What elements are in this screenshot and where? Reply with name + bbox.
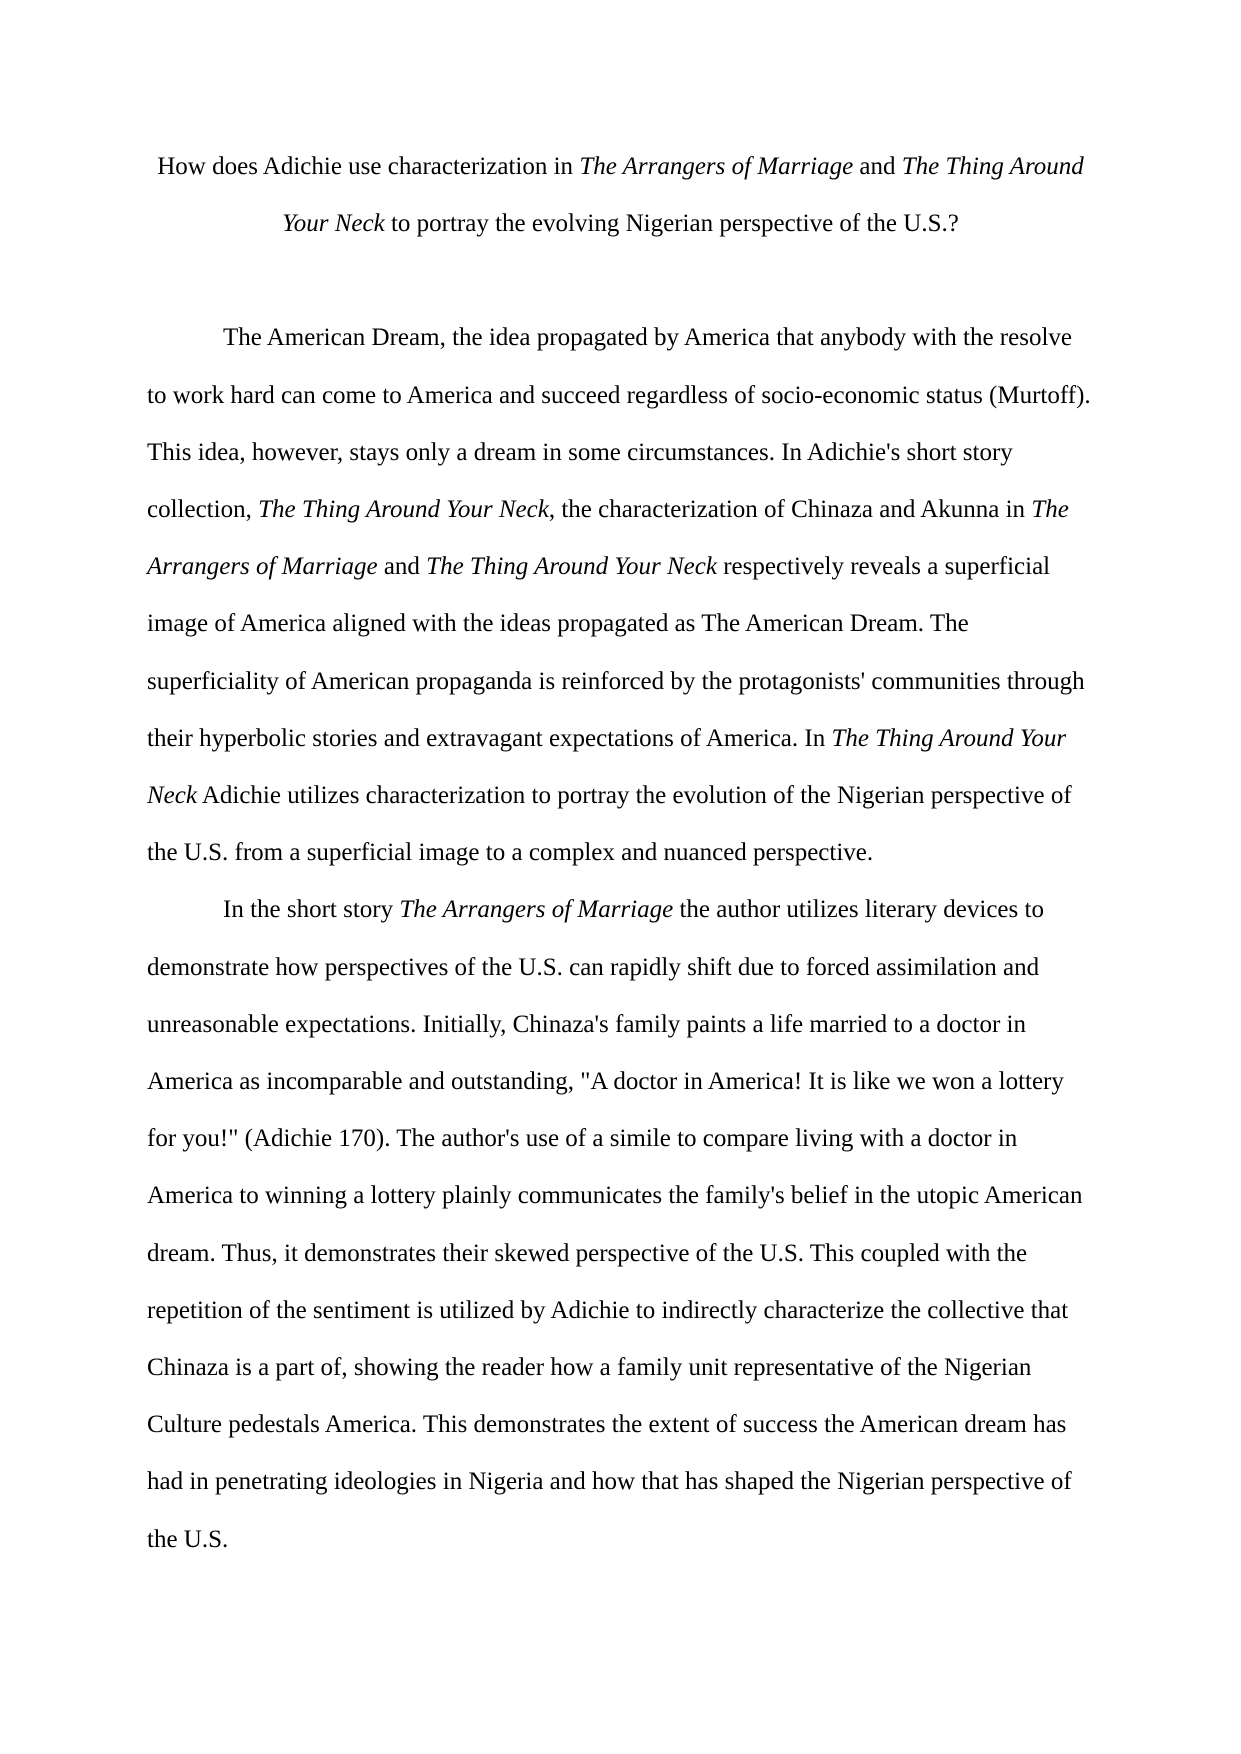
italic-text-run: The Arrangers of Marriage [579, 153, 854, 180]
italic-text-run: The Thing Around Your Neck [147, 724, 1067, 810]
text-run: In the short story [223, 896, 400, 924]
italic-text-run: The Arrangers of Marriage [399, 896, 674, 924]
italic-text-run: The Thing Around Your Neck [258, 496, 549, 524]
italic-text-run: The Thing Around [901, 153, 1084, 180]
text-run: The American Dream, the idea propagated by America that anybody with the resolve to work hard can come to America and succeed regardless of socio-economic status (Murtoff). This idea, however, stays only a dream in some circumstances. In Adichie's short story collection, [147, 324, 1091, 524]
text-run: to portray the evolving Nigerian perspective of the U.S.? [384, 210, 959, 238]
text-run: , the characterization of Chinaza and Akunna in [548, 496, 1032, 524]
italic-text-run: Your Neck [282, 210, 385, 238]
text-run: How does Adichie use characterization in [157, 153, 580, 180]
text-run: Adichie utilizes characterization to portray the evolution of the Nigerian perspective of the U.S. from a superficial image to a complex and nuanced perspective. [147, 782, 1072, 867]
italic-text-run: The Arrangers of Marriage [147, 496, 1069, 581]
text-run: respectively reveals a superficial image of America aligned with the ideas propagated as The American Dream. The superficiality of American propaganda is reinforced by the protagonists' communities through their hyperbolic stories and extravagant expectations of America. In [147, 553, 1085, 752]
italic-text-run: The Thing Around Your Neck [426, 553, 717, 581]
text-run: the author utilizes literary devices to demonstrate how perspectives of the U.S. can rapidly shift due to forced assimilation and unreasonable expectations. Initially, Chinaza's family paints a life married to a doctor in America as incomparable and outstanding, "A doctor in America! It is like we won a lottery for you!" (Adichie 170). The author's use of a simile to compare living with a doctor in America to winning a lottery plainly communicates the family's belief in the utopic American dream. Thus, it demonstrates their skewed perspective of the U.S. This coupled with the repetition of the sentiment is utilized by Adichie to indirectly characterize the collective that Chinaza is a part of, showing the reader how a family unit representative of the Nigerian Culture pedestals America. This demonstrates the extent of success the American dream has had in penetrating ideologies in Nigeria and how that has shaped the Nigerian perspective of the U.S. [147, 896, 1083, 1553]
text-run: and [377, 553, 427, 581]
essay-title [147, 138, 1094, 252]
paragraph-2 [147, 881, 1094, 1567]
paragraph-1 [147, 309, 1094, 881]
text-run: and [853, 153, 902, 180]
